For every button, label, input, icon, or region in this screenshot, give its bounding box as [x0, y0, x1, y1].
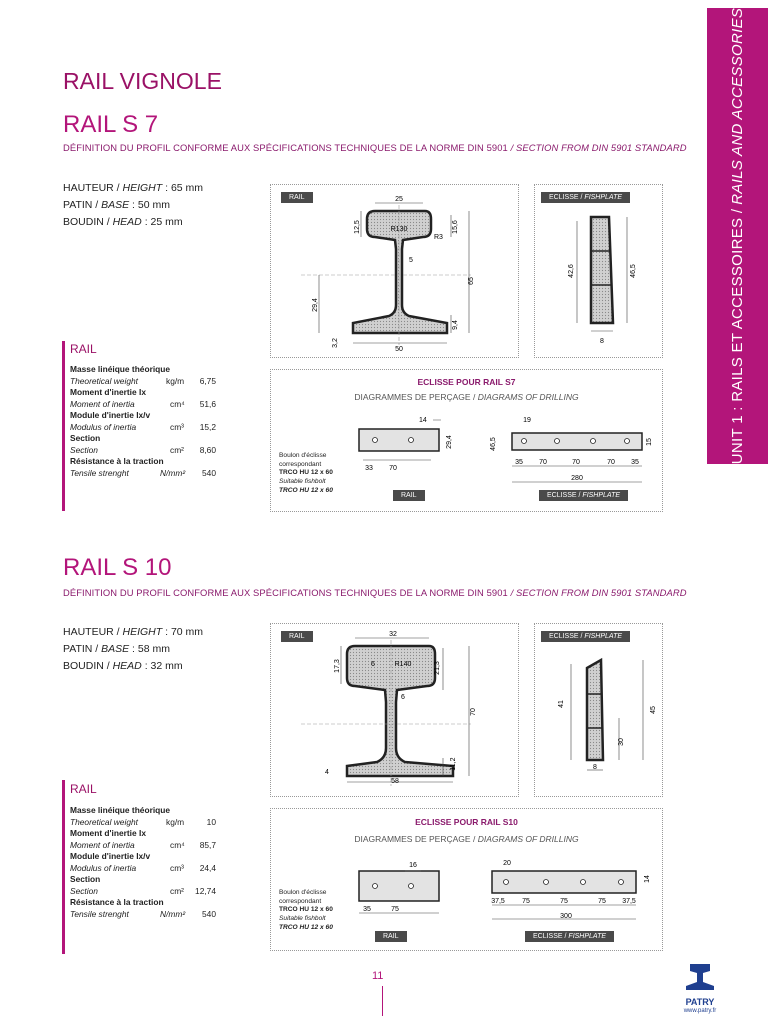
- fishplate-tag: ECLISSE / FISHPLATE: [525, 931, 614, 942]
- prop-label: Masse linéique théorique: [70, 364, 171, 374]
- prop-row: Moment of inertia cm⁴ 51,6: [70, 398, 216, 409]
- fishplate-tag: ECLISSE / FISHPLATE: [539, 490, 628, 501]
- dim-height: HAUTEUR / HEIGHT : 65 mm: [63, 182, 204, 194]
- section-title-s10: RAIL S 10: [63, 554, 172, 581]
- svg-text:75: 75: [598, 898, 606, 905]
- svg-text:15: 15: [646, 438, 653, 446]
- fish-dim-a: 42,6: [568, 264, 575, 278]
- svg-text:37,5: 37,5: [491, 898, 505, 905]
- fish-dim-b: 45: [650, 706, 657, 714]
- dim-low: 29,4: [312, 298, 319, 312]
- dim-head: BOUDIN / HEAD : 25 mm: [63, 216, 183, 228]
- prop-row: Tensile strenght N/mm² 540: [70, 908, 216, 919]
- dim-base-width: 58: [391, 778, 399, 785]
- svg-text:16: 16: [409, 862, 417, 869]
- rail-tag: RAIL: [375, 931, 407, 942]
- svg-text:37,5: 37,5: [622, 898, 636, 905]
- svg-text:75: 75: [560, 898, 568, 905]
- rail-accent-bar: [62, 341, 65, 511]
- rail-s7-properties: [70, 364, 216, 479]
- dim-head-width: 32: [389, 631, 397, 638]
- dim-head-width: 25: [395, 196, 403, 203]
- svg-text:35: 35: [631, 459, 639, 466]
- dim-web: 6: [401, 694, 405, 701]
- svg-text:300: 300: [560, 913, 572, 920]
- rail-tag: RAIL: [281, 192, 313, 203]
- svg-text:46,5: 46,5: [490, 437, 497, 451]
- prop-label: Module d'inertie Ix/v: [70, 410, 151, 420]
- rail-s10-properties: [70, 805, 216, 920]
- svg-text:35: 35: [363, 906, 371, 913]
- prop-row: Section cm² 8,60: [70, 444, 216, 455]
- dim-base: PATIN / BASE : 50 mm: [63, 199, 170, 211]
- fishplate-s7-drawing: [534, 184, 663, 358]
- logo-name: PATRY: [685, 997, 715, 1007]
- prop-row: Theoretical weight kg/m 6,75: [70, 375, 216, 386]
- dim-h2: 21,3: [434, 661, 441, 675]
- dim-tip: 3,2: [332, 338, 339, 348]
- logo-url: www.patry.fr: [683, 1008, 717, 1014]
- prop-label: Résistance à la traction: [70, 897, 164, 907]
- rail-accent-bar: [62, 780, 65, 954]
- dim-web: 5: [409, 257, 413, 264]
- dim-base-width: 50: [395, 346, 403, 353]
- rail-logo-icon: [676, 960, 724, 992]
- dim-h1: 17,3: [334, 659, 341, 673]
- svg-text:33: 33: [365, 465, 373, 472]
- page-title: RAIL VIGNOLE: [63, 68, 222, 94]
- svg-text:14: 14: [644, 875, 651, 883]
- drilling-s10-box: [270, 808, 663, 951]
- fishplate-s7-profile: [535, 185, 662, 357]
- dim-tip: 4: [325, 769, 329, 776]
- dim-total: 65: [468, 277, 475, 285]
- dim-total: 70: [470, 708, 477, 716]
- svg-text:70: 70: [389, 465, 397, 472]
- prop-row: Moment of inertia cm⁴ 85,7: [70, 839, 216, 850]
- svg-text:19: 19: [523, 417, 531, 424]
- section-title-s7: RAIL S 7: [63, 111, 159, 138]
- fish-dim-b: 46,5: [630, 264, 637, 278]
- drilling-s10-subtitle: DIAGRAMMES DE PERÇAGE / DIAGRAMS OF DRILLING: [354, 834, 579, 844]
- svg-text:280: 280: [571, 475, 583, 482]
- dim-r3: R3: [434, 234, 443, 241]
- drilling-s7-box: [270, 369, 663, 512]
- fish-dim-t: 8: [593, 764, 597, 771]
- fish-dim-t: 8: [600, 338, 604, 345]
- prop-row: Tensile strenght N/mm² 540: [70, 467, 216, 478]
- fishplate-tag: ECLISSE / FISHPLATE: [541, 192, 630, 203]
- svg-text:29,4: 29,4: [446, 435, 453, 449]
- svg-text:70: 70: [572, 459, 580, 466]
- dim-six: 6: [371, 661, 375, 668]
- svg-text:70: 70: [539, 459, 547, 466]
- prop-label: Moment d'inertie Ix: [70, 387, 146, 397]
- patry-logo: [676, 960, 724, 1016]
- drilling-s7-subtitle: DIAGRAMMES DE PERÇAGE / DIAGRAMS OF DRILLING: [354, 392, 579, 402]
- prop-row: Section cm² 12,74: [70, 885, 216, 896]
- drilling-s10-diagram: [271, 809, 662, 950]
- fish-dim-c: 30: [618, 738, 625, 746]
- rail-properties-heading: RAIL: [70, 782, 97, 796]
- dim-h2: 15,6: [452, 220, 459, 234]
- drilling-s7-title: ECLISSE POUR RAIL S7: [417, 377, 516, 387]
- dimensions-s10: [63, 624, 203, 675]
- rail-properties-heading: RAIL: [70, 342, 97, 356]
- rail-tag: RAIL: [281, 631, 313, 642]
- dimensions-s7: [63, 180, 203, 231]
- dim-radius: R140: [394, 661, 412, 668]
- dim-foot: 11,2: [450, 757, 457, 771]
- svg-text:20: 20: [503, 860, 511, 867]
- rail-tag: RAIL: [393, 490, 425, 501]
- dim-h1: 12,5: [354, 220, 361, 234]
- fishbolt-note: Boulon d'éclisse correspondant TRCO HU 12 x 60 Suitable fishbolt TRCO HU 12 x 60: [279, 889, 333, 931]
- unit-sidebar-label: UNIT 1 : RAILS ET ACCESSOIRES / RAILS AND ACCESSORIES: [729, 7, 746, 465]
- svg-text:14: 14: [419, 417, 427, 424]
- section-subtitle-s10: DÉFINITION DU PROFIL CONFORME AUX SPÉCIFICATIONS TECHNIQUES DE LA NORME DIN 5901 / SECTION FROM DIN 5901 STANDARD: [63, 587, 687, 598]
- fishplate-tag: ECLISSE / FISHPLATE: [541, 631, 630, 642]
- fish-dim-a: 41: [558, 700, 565, 708]
- svg-text:70: 70: [607, 459, 615, 466]
- dim-radius: R130: [390, 226, 408, 233]
- dim-height: HAUTEUR / HEIGHT : 70 mm: [63, 626, 204, 638]
- prop-row: Theoretical weight kg/m 10: [70, 816, 216, 827]
- fishplate-s10-profile: [535, 624, 662, 796]
- prop-row: Modulus of inertia cm³ 15,2: [70, 421, 216, 432]
- prop-label: Moment d'inertie Ix: [70, 828, 146, 838]
- dim-head: BOUDIN / HEAD : 32 mm: [63, 660, 183, 672]
- prop-row: Modulus of inertia cm³ 24,4: [70, 862, 216, 873]
- unit-sidebar: [707, 8, 768, 464]
- fishbolt-note: Boulon d'éclisse correspondant TRCO HU 12 x 60 Suitable fishbolt TRCO HU 12 x 60: [279, 452, 333, 494]
- prop-label: Module d'inertie Ix/v: [70, 851, 151, 861]
- prop-label: Résistance à la traction: [70, 456, 164, 466]
- rail-s10-profile: [271, 624, 518, 796]
- rail-s7-profile: [271, 185, 518, 357]
- svg-text:75: 75: [522, 898, 530, 905]
- rail-s7-drawing: [270, 184, 519, 358]
- prop-label: Masse linéique théorique: [70, 805, 171, 815]
- dim-base: PATIN / BASE : 58 mm: [63, 643, 170, 655]
- svg-text:35: 35: [515, 459, 523, 466]
- svg-text:75: 75: [391, 906, 399, 913]
- prop-label: Section: [70, 433, 101, 443]
- page-number: 11: [372, 970, 384, 982]
- section-subtitle-s7: DÉFINITION DU PROFIL CONFORME AUX SPÉCIFICATIONS TECHNIQUES DE LA NORME DIN 5901 / SECTION FROM DIN 5901 STANDARD: [63, 142, 687, 153]
- page-divider: [382, 986, 383, 1016]
- drilling-s10-title: ECLISSE POUR RAIL S10: [415, 817, 518, 827]
- dim-foot: 9,4: [452, 320, 459, 330]
- fishplate-s10-drawing: [534, 623, 663, 797]
- prop-label: Section: [70, 874, 101, 884]
- rail-s10-drawing: [270, 623, 519, 797]
